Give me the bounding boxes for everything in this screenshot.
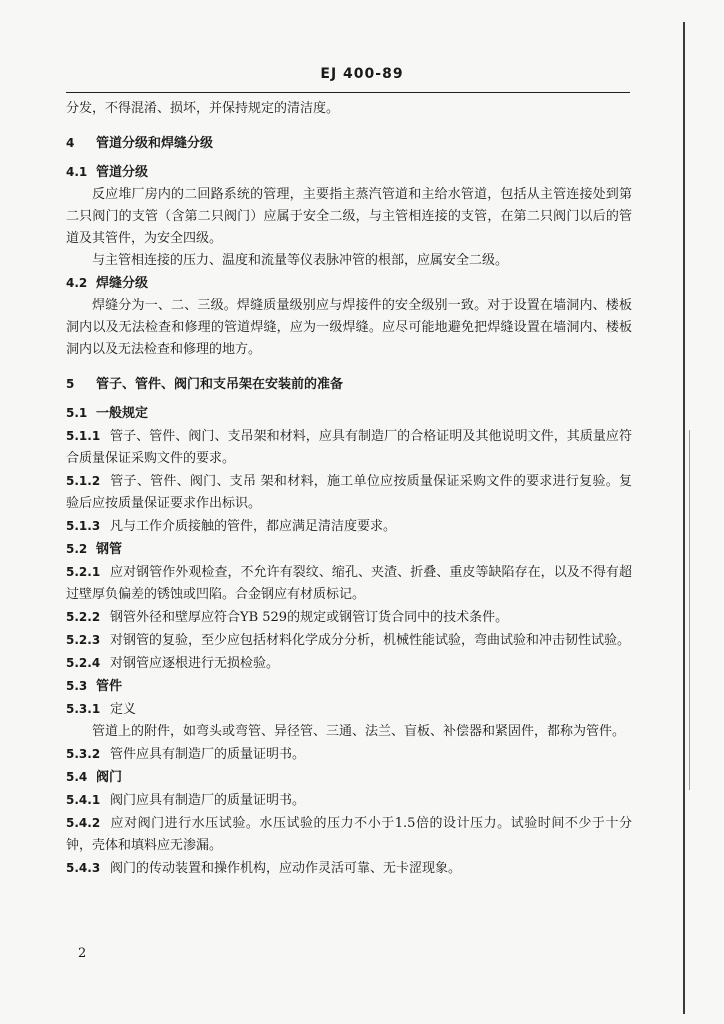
clause-text: 对钢管应逐根进行无损检验。 (110, 656, 280, 671)
clause-5-1-1 (66, 425, 632, 470)
section-5-3-heading (66, 675, 632, 698)
clause-number: 5.2.4 (66, 656, 101, 670)
section-title: 管子、管件、阀门和支吊架在安装前的准备 (96, 377, 344, 392)
clause-text: 管件应具有制造厂的质量证明书。 (110, 747, 306, 762)
clause-5-1-3 (66, 515, 632, 538)
clause-5-2-3 (66, 629, 632, 652)
section-5-4-heading (66, 766, 632, 789)
section-number: 5.1 (66, 406, 88, 420)
clause-text: 阀门应具有制造厂的质量证明书。 (110, 793, 306, 808)
section-4-1-heading (66, 161, 632, 184)
clause-5-1-2 (66, 470, 632, 515)
paragraph-4-1-a: 反应堆厂房内的二回路系统的管理，主要指主蒸汽管道和主给水管道，包括从主管连接处到第二只阀门的支管（含第二只阀门）应属于安全二级，与主管相连接的支管，在第二只阀门以后的管道及其管件，为安全四级。 (66, 187, 632, 246)
section-title: 钢管 (96, 542, 123, 557)
clause-text: 管子、管件、阀门、支吊 架和材料，施工单位应按质量保证采购文件的要求进行复验。复验后应按质量保证要求作出标识。 (66, 474, 632, 511)
section-title: 焊缝分级 (96, 276, 149, 291)
document-code-header: EJ 400-89 (320, 66, 404, 82)
paragraph-4-2: 焊缝分为一、二、三级。焊缝质量级别应与焊接件的安全级别一致。对于设置在墙洞内、楼板洞内以及无法检查和修理的管道焊缝，应为一级焊缝。应尽可能地避免把焊缝设置在墙洞内、楼板洞内以及无法检查和修理的地方。 (66, 298, 632, 357)
clause-5-3-2 (66, 743, 632, 766)
clause-text: 定义 (110, 702, 137, 717)
section-number: 5.3 (66, 679, 88, 693)
spacer (66, 361, 632, 373)
clause-number: 5.2.1 (66, 565, 101, 579)
clause-number: 5.2.2 (66, 610, 101, 624)
section-title: 管道分级 (96, 165, 149, 180)
clause-5-2-2 (66, 606, 632, 629)
spacer (66, 120, 632, 132)
clause-number: 5.4.1 (66, 793, 101, 807)
scan-edge-shadow (689, 430, 690, 790)
scan-edge-line (683, 22, 685, 1014)
paragraph-4-1-b: 与主管相连接的压力、温度和流量等仪表脉冲管的根部，应属安全二级。 (92, 253, 509, 268)
section-4-heading (66, 132, 632, 155)
paragraph-intro: 分发，不得混淆、损坏，并保持规定的清洁度。 (66, 101, 340, 116)
page-body (66, 98, 632, 880)
clause-5-2-4 (66, 652, 632, 675)
clause-number: 5.3.1 (66, 702, 101, 716)
section-number: 5.4 (66, 770, 88, 784)
clause-5-4-2 (66, 812, 632, 857)
clause-number: 5.1.2 (66, 474, 101, 488)
clause-text: 应对阀门进行水压试验。水压试验的压力不小于1.5倍的设计压力。试验时间不少于十分钟，壳体和填料应无渗漏。 (66, 816, 632, 853)
clause-5-2-1 (66, 561, 632, 606)
clause-5-4-1 (66, 789, 632, 812)
clause-number: 5.3.2 (66, 747, 101, 761)
clause-number: 5.1.1 (66, 429, 101, 443)
clause-number: 5.2.3 (66, 633, 101, 647)
clause-number: 5.1.3 (66, 519, 101, 533)
section-4-2-heading (66, 272, 632, 295)
section-number: 4 (66, 136, 75, 150)
section-title: 管件 (96, 679, 123, 694)
clause-5-4-3 (66, 857, 632, 880)
section-5-heading (66, 373, 632, 396)
section-5-1-heading (66, 402, 632, 425)
section-number: 5 (66, 377, 75, 391)
clause-number: 5.4.2 (66, 816, 101, 830)
clause-number: 5.4.3 (66, 861, 101, 875)
section-number: 4.1 (66, 165, 88, 179)
section-title: 阀门 (96, 770, 123, 785)
clause-5-3-1 (66, 698, 632, 721)
section-title: 管道分级和焊缝分级 (96, 136, 214, 151)
paragraph-5-3-1: 管道上的附件，如弯头或弯管、异径管、三通、法兰、盲板、补偿器和紧固件，都称为管件。 (92, 724, 626, 739)
section-title: 一般规定 (96, 406, 149, 421)
clause-text: 应对钢管作外观检查，不允许有裂纹、缩孔、夹渣、折叠、重皮等缺陷存在，以及不得有超过壁厚负偏差的锈蚀或凹陷。合金钢应有材质标记。 (66, 565, 632, 602)
clause-text: 凡与工作介质接触的管件，都应满足清洁度要求。 (110, 519, 397, 534)
section-number: 4.2 (66, 276, 88, 290)
clause-text: 管子、管件、阀门、支吊架和材料，应具有制造厂的合格证明及其他说明文件，其质量应符合质量保证采购文件的要求。 (66, 429, 632, 466)
clause-text: 钢管外径和壁厚应符合YB 529的规定或钢管订货合同中的技术条件。 (110, 610, 509, 625)
clause-text: 对钢管的复验，至少应包括材料化学成分分析，机械性能试验，弯曲试验和冲击韧性试验。 (110, 633, 631, 648)
section-5-2-heading (66, 538, 632, 561)
header-rule (66, 92, 630, 93)
page-number: 2 (78, 946, 87, 961)
section-number: 5.2 (66, 542, 88, 556)
clause-text: 阀门的传动装置和操作机构，应动作灵活可靠、无卡涩现象。 (110, 861, 462, 876)
